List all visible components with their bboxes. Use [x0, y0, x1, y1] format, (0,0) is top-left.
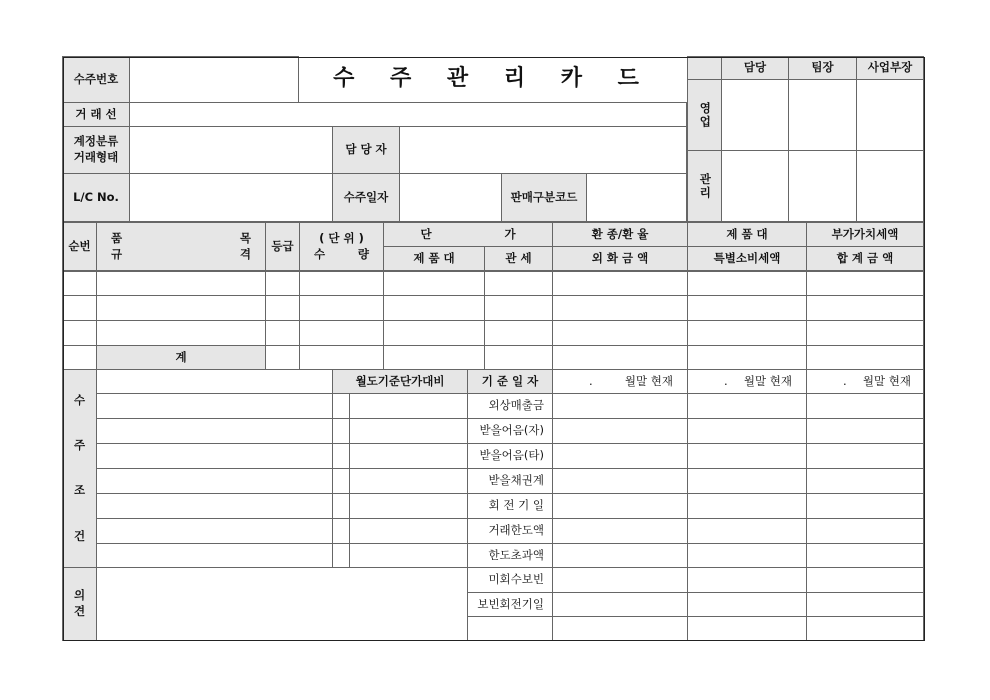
sales-code-field[interactable] [586, 173, 687, 222]
opinion-text-area[interactable] [96, 567, 468, 641]
cond-compare-field[interactable] [349, 518, 468, 544]
item-cell[interactable] [383, 295, 485, 321]
item-header-1: 품 [111, 230, 123, 245]
cond-compare-field[interactable] [349, 418, 468, 444]
base-date-text-3: 월말 현재 [862, 373, 911, 388]
sum-cell[interactable] [383, 345, 485, 370]
cond-mark-col[interactable] [332, 543, 350, 569]
approval-admin-staff[interactable] [721, 150, 789, 222]
base-date-text-2: 월말 현재 [743, 373, 792, 388]
approval-sales-team-lead[interactable] [788, 79, 857, 151]
cond-compare-field[interactable] [349, 443, 468, 469]
cond-value[interactable] [552, 418, 688, 444]
manager-label: 담 당 자 [332, 126, 400, 174]
opinion-label [62, 567, 97, 641]
cond-value[interactable] [552, 393, 688, 419]
approval-col-division-head: 사업부장 [856, 56, 924, 80]
cond-label-1: 수 [73, 392, 86, 407]
base-date-text-1: 월말 현재 [624, 373, 673, 388]
item-cell[interactable] [383, 271, 485, 297]
unit-header: ( 단 위 ) [319, 230, 364, 245]
sum-cell[interactable] [806, 345, 924, 370]
cond-label-3: 조 [73, 483, 86, 498]
unit-price-header-1: 단 [420, 226, 432, 241]
item-cell[interactable] [806, 271, 924, 297]
grade-header: 등급 [265, 222, 300, 271]
cond-value[interactable] [552, 518, 688, 544]
sum-cell[interactable] [265, 345, 300, 370]
cond-mark-col[interactable] [332, 468, 350, 494]
item-cell[interactable] [484, 271, 553, 297]
account-class-text: 계정분류 [73, 134, 119, 149]
cond-value[interactable] [806, 443, 924, 469]
item-cell[interactable] [806, 320, 924, 346]
cond-row-label: 한도초과액 [467, 543, 553, 569]
foreign-amount-header: 외 화 금 액 [552, 246, 688, 271]
opinion-row-label: 미회수보빈 [467, 567, 553, 593]
item-cell[interactable] [299, 320, 384, 346]
cond-text-row[interactable] [96, 443, 333, 469]
item-cell[interactable] [265, 320, 300, 346]
account-class-label [62, 126, 130, 174]
cond-value[interactable] [552, 468, 688, 494]
cond-text-row-0[interactable] [96, 369, 333, 394]
cond-row-label: 회 전 기 일 [467, 493, 553, 519]
approval-sales-division-head[interactable] [856, 79, 924, 151]
sum-label: 계 [96, 345, 266, 370]
vat-header: 부가가치세액 [806, 222, 924, 247]
client-field[interactable] [129, 102, 687, 127]
cond-row-label: 받을어음(타) [467, 443, 553, 469]
cond-value[interactable] [806, 493, 924, 519]
cond-value[interactable] [552, 543, 688, 569]
customs-header: 관 세 [484, 246, 553, 271]
item-cell[interactable] [96, 320, 266, 346]
sum-cell[interactable] [484, 345, 553, 370]
total-amount-header: 합 계 금 액 [806, 246, 924, 271]
cond-value[interactable] [687, 443, 807, 469]
cond-value[interactable] [806, 518, 924, 544]
opinion-value[interactable] [552, 616, 688, 641]
opinion-value[interactable] [806, 592, 924, 618]
base-date-dot-1: . [589, 373, 593, 388]
cond-label-2: 주 [73, 438, 86, 453]
manager-field[interactable] [399, 126, 687, 174]
item-cell[interactable] [62, 295, 97, 321]
cond-value[interactable] [687, 393, 807, 419]
cond-text-row[interactable] [96, 418, 333, 444]
base-date-dot-2: . [724, 373, 728, 388]
cond-label-4: 건 [73, 528, 86, 543]
cond-text-row[interactable] [96, 393, 333, 419]
cond-value[interactable] [806, 393, 924, 419]
product-price-header: 제 품 대 [383, 246, 485, 271]
opinion-value[interactable] [552, 592, 688, 618]
cond-mark-col[interactable] [332, 393, 350, 419]
item-cell[interactable] [265, 295, 300, 321]
cond-row-label: 거래한도액 [467, 518, 553, 544]
spec-header-2: 격 [239, 246, 251, 261]
approval-row-admin-text: 관리 [698, 172, 713, 200]
sum-cell[interactable] [299, 345, 384, 370]
cond-compare-field[interactable] [349, 493, 468, 519]
transaction-type-text: 거래형태 [73, 150, 119, 164]
seq-header: 순번 [62, 222, 97, 271]
cond-value[interactable] [687, 518, 807, 544]
client-label: 거 래 선 [62, 102, 130, 127]
opinion-value[interactable] [806, 567, 924, 593]
approval-corner [687, 56, 722, 80]
opinion-row-label: 보빈회전기일 [467, 592, 553, 618]
cond-text-row[interactable] [96, 543, 333, 569]
opinion-value[interactable] [687, 592, 807, 618]
base-date-header: 기 준 일 자 [467, 369, 553, 394]
approval-row-sales [687, 79, 722, 151]
cond-text-row[interactable] [96, 493, 333, 519]
approval-admin-team-lead[interactable] [788, 150, 857, 222]
cond-compare-field[interactable] [349, 543, 468, 569]
cond-row-label: 받을어음(자) [467, 418, 553, 444]
cond-value[interactable] [552, 493, 688, 519]
cond-row-label: 받을채권계 [467, 468, 553, 494]
lc-no-field[interactable] [129, 173, 333, 222]
item-cell[interactable] [383, 320, 485, 346]
item-cell[interactable] [265, 271, 300, 297]
item-cell[interactable] [484, 320, 553, 346]
approval-sales-staff[interactable] [721, 79, 789, 151]
item-cell[interactable] [552, 295, 688, 321]
monthly-compare-header: 월도기준단가대비 [332, 369, 468, 394]
opinion-label-2: 견 [73, 604, 86, 618]
base-date-col-3[interactable] [806, 369, 924, 394]
item-cell[interactable] [806, 295, 924, 321]
approval-col-team-lead: 팀장 [788, 56, 857, 80]
cond-value[interactable] [687, 418, 807, 444]
cond-mark-col[interactable] [332, 518, 350, 544]
account-class-field[interactable] [129, 126, 333, 174]
order-conditions-label [62, 369, 97, 568]
base-date-col-1[interactable] [552, 369, 688, 394]
item-cell[interactable] [299, 271, 384, 297]
opinion-value[interactable] [806, 616, 924, 641]
cond-value[interactable] [806, 543, 924, 569]
item-cell[interactable] [552, 271, 688, 297]
item-cell[interactable] [96, 295, 266, 321]
approval-row-admin [687, 150, 722, 222]
cond-mark-col[interactable] [332, 418, 350, 444]
unit-price-header-2: 가 [504, 226, 516, 241]
cond-text-row[interactable] [96, 518, 333, 544]
item-cell[interactable] [299, 295, 384, 321]
special-tax-header: 특별소비세액 [687, 246, 807, 271]
sales-code-label: 판매구분코드 [501, 173, 587, 222]
order-date-label: 수주일자 [332, 173, 400, 222]
item-cell[interactable] [687, 271, 807, 297]
exchange-header: 환 종/환 율 [552, 222, 688, 247]
base-date-dot-3: . [843, 373, 847, 388]
approval-col-staff: 담당 [721, 56, 789, 80]
item-cell[interactable] [62, 320, 97, 346]
cond-mark-col[interactable] [332, 493, 350, 519]
approval-row-sales-text: 영업 [698, 101, 713, 129]
opinion-value[interactable] [687, 567, 807, 593]
item-cell[interactable] [687, 295, 807, 321]
cond-value[interactable] [552, 443, 688, 469]
item-header-2: 목 [239, 230, 251, 245]
qty-header-2: 량 [357, 246, 369, 261]
item-cell[interactable] [62, 271, 97, 297]
cond-value[interactable] [687, 468, 807, 494]
cond-value[interactable] [687, 493, 807, 519]
sum-seq-cell[interactable] [62, 345, 97, 370]
cond-value[interactable] [687, 543, 807, 569]
cond-value[interactable] [806, 418, 924, 444]
sum-cell[interactable] [687, 345, 807, 370]
cond-value[interactable] [806, 468, 924, 494]
cond-compare-field[interactable] [349, 468, 468, 494]
unit-price-header [383, 222, 553, 247]
card-title: 수 주 관 리 카 드 [298, 56, 687, 103]
cond-compare-field[interactable] [349, 393, 468, 419]
order-no-label: 수주번호 [62, 56, 130, 103]
item-spec-header [96, 222, 266, 271]
lc-no-label: L/C No. [62, 173, 130, 222]
qty-header-1: 수 [314, 246, 326, 261]
opinion-row-label [467, 616, 553, 641]
cond-row-label: 외상매출금 [467, 393, 553, 419]
order-date-field[interactable] [399, 173, 502, 222]
cond-text-row[interactable] [96, 468, 333, 494]
item-cell[interactable] [96, 271, 266, 297]
spec-header-1: 규 [111, 246, 123, 261]
item-cell[interactable] [484, 295, 553, 321]
opinion-value[interactable] [552, 567, 688, 593]
cond-mark-col[interactable] [332, 443, 350, 469]
opinion-value[interactable] [687, 616, 807, 641]
approval-admin-division-head[interactable] [856, 150, 924, 222]
unit-qty-header [299, 222, 384, 271]
item-cell[interactable] [552, 320, 688, 346]
base-date-col-2[interactable] [687, 369, 807, 394]
product-total-header: 제 품 대 [687, 222, 807, 247]
item-cell[interactable] [687, 320, 807, 346]
order-no-field[interactable] [129, 56, 299, 103]
opinion-label-1: 의 [73, 588, 86, 603]
sum-cell[interactable] [552, 345, 688, 370]
